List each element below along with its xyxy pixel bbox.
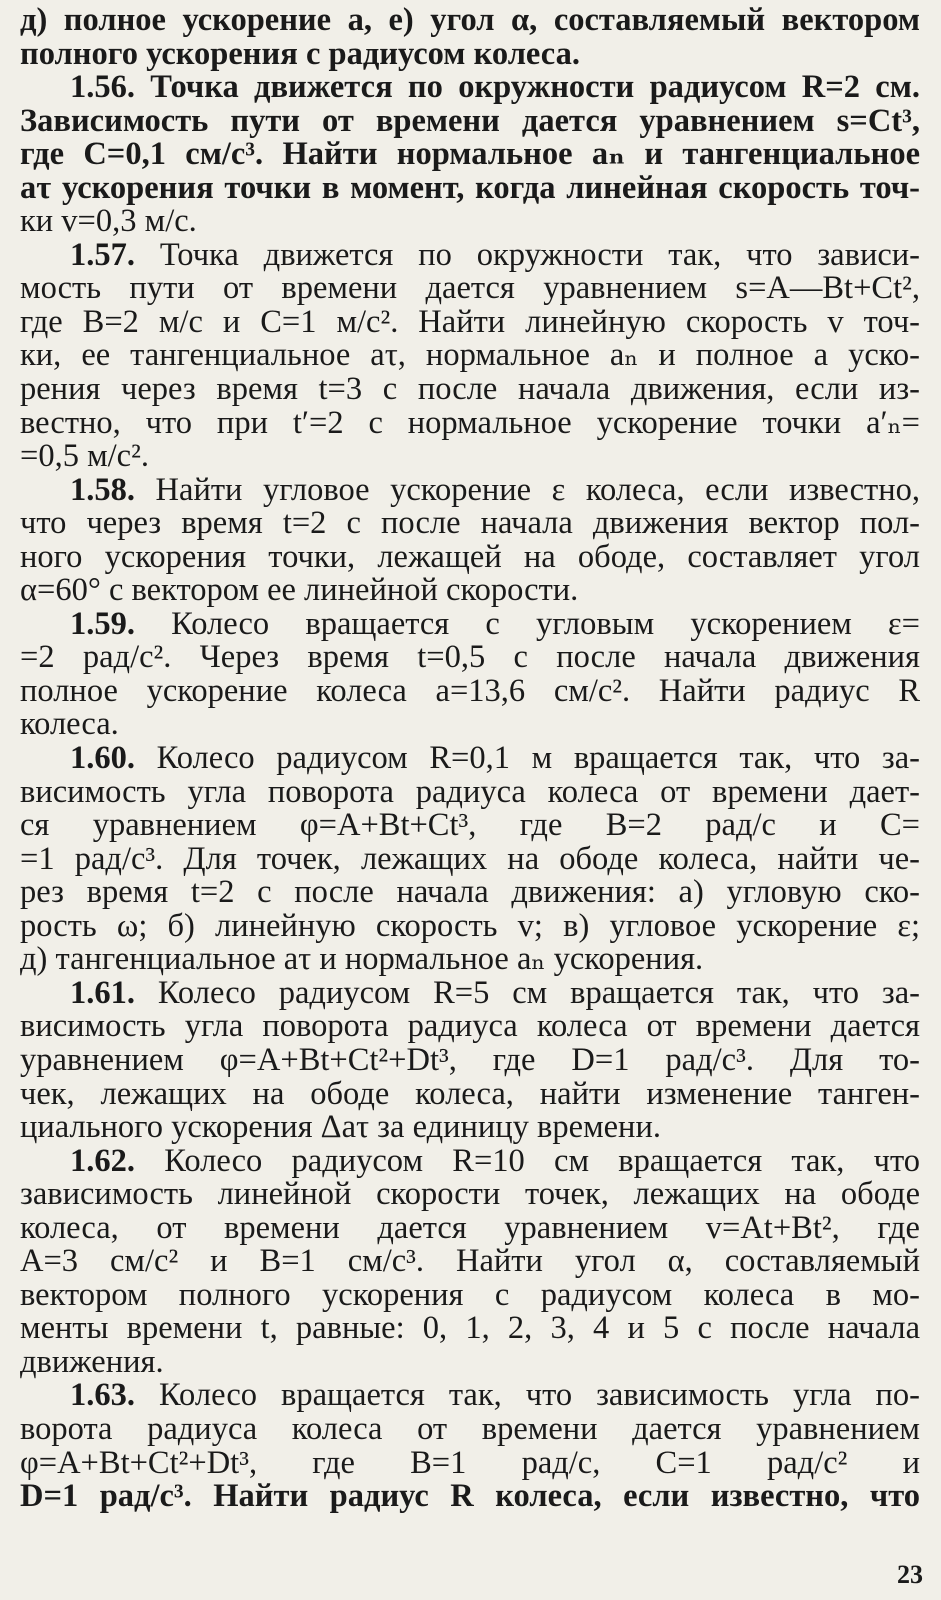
line-text: мость пути от времени дается уравнением s=A—Bt+Ct², bbox=[20, 272, 920, 306]
line-text: рения через время t=3 с после начала движения, если из- bbox=[20, 373, 920, 407]
text-line bbox=[20, 1447, 920, 1481]
text-line bbox=[20, 373, 920, 407]
text-line bbox=[20, 574, 920, 608]
text-line bbox=[20, 608, 920, 642]
line-text: циального ускорения Δaτ за единицу времени. bbox=[20, 1111, 661, 1145]
text-line bbox=[20, 876, 920, 910]
text-line bbox=[20, 1312, 920, 1346]
line-text: ного ускорения точки, лежащей на ободе, составляет угол bbox=[20, 540, 920, 575]
line-text: aτ ускорения точки в момент, когда линейная скорость точ- bbox=[20, 171, 920, 206]
text-line bbox=[20, 205, 920, 239]
text-line bbox=[20, 1145, 920, 1179]
line-text: полного ускорения с радиусом колеса. bbox=[20, 37, 580, 72]
text-line bbox=[20, 407, 920, 441]
text-line bbox=[20, 1078, 920, 1112]
book-page bbox=[20, 4, 920, 1564]
text-line bbox=[20, 977, 920, 1011]
text-line bbox=[20, 105, 920, 139]
line-text: ки v=0,3 м/с. bbox=[20, 205, 197, 239]
problem-number: 1.57. bbox=[70, 238, 135, 273]
text-line bbox=[20, 507, 920, 541]
line-text: д) тангенциальное aτ и нормальное aₙ ускорения. bbox=[20, 943, 704, 977]
line-text: A=3 см/с² и B=1 см/с³. Найти угол α, составляемый bbox=[20, 1245, 920, 1279]
line-text: где B=2 м/с и C=1 м/с². Найти линейную скорость v точ- bbox=[20, 305, 920, 340]
problem-number: 1.56. bbox=[70, 71, 135, 105]
line-text: ворота радиуса колеса от времени дается уравнением bbox=[20, 1412, 920, 1447]
line-text: висимость угла поворота радиуса колеса от времени дает- bbox=[20, 775, 920, 810]
text-line bbox=[20, 272, 920, 306]
line-text: ки, ее тангенциальное aτ, нормальное aₙ и полное a уско- bbox=[20, 339, 920, 374]
text-line bbox=[20, 541, 920, 575]
text-line bbox=[20, 474, 920, 508]
text-line bbox=[20, 1178, 920, 1212]
text-line bbox=[20, 1212, 920, 1246]
text-line bbox=[20, 1245, 920, 1279]
line-text: =2 рад/с². Через время t=0,5 с после начала движения bbox=[20, 641, 920, 675]
line-text: Найти угловое ускорение ε колеса, если известно, bbox=[135, 473, 920, 508]
problem-number: 1.63. bbox=[70, 1379, 135, 1413]
line-text: Зависимость пути от времени дается уравнением s=Ct³, bbox=[20, 104, 920, 139]
text-line bbox=[20, 843, 920, 877]
text-line bbox=[20, 339, 920, 373]
line-text: полное ускорение колеса a=13,6 см/с². Найти радиус R bbox=[20, 674, 920, 709]
text-line bbox=[20, 641, 920, 675]
line-text: вектором полного ускорения с радиусом колеса в мо- bbox=[20, 1278, 920, 1313]
line-text: Точка движется по окружности радиусом R=2 см. bbox=[135, 71, 920, 105]
line-text: уравнением φ=A+Bt+Ct²+Dt³, где D=1 рад/с³. Для то- bbox=[20, 1043, 920, 1078]
text-line bbox=[20, 1111, 920, 1145]
problem-number: 1.58. bbox=[70, 473, 135, 508]
text-line bbox=[20, 138, 920, 172]
line-text: Колесо радиусом R=10 см вращается так, что bbox=[135, 1144, 920, 1179]
text-line bbox=[20, 675, 920, 709]
page-number: 23 bbox=[897, 1560, 923, 1589]
text-line bbox=[20, 4, 920, 38]
line-text: ся уравнением φ=A+Bt+Ct³, где B=2 рад/с и C= bbox=[20, 809, 920, 843]
text-line bbox=[20, 71, 920, 105]
line-text: Колесо вращается с угловым ускорением ε= bbox=[135, 607, 920, 642]
text-line bbox=[20, 1346, 920, 1380]
line-text: зависимость линейной скорости точек, лежащих на ободе bbox=[20, 1178, 920, 1212]
line-text: Колесо радиусом R=0,1 м вращается так, что за- bbox=[135, 742, 920, 776]
text-line bbox=[20, 910, 920, 944]
text-line bbox=[20, 1413, 920, 1447]
line-text: где C=0,1 см/с³. Найти нормальное aₙ и тангенциальное bbox=[20, 138, 920, 172]
line-text: =1 рад/с³. Для точек, лежащих на ободе колеса, найти че- bbox=[20, 842, 920, 877]
problem-number: 1.59. bbox=[70, 607, 135, 642]
line-text: Колесо вращается так, что зависимость угла по- bbox=[135, 1379, 920, 1413]
problem-number: 1.61. bbox=[70, 976, 135, 1011]
text-line bbox=[20, 239, 920, 273]
line-text: рость ω; б) линейную скорость v; в) угловое ускорение ε; bbox=[20, 909, 920, 944]
line-text: α=60° с вектором ее линейной скорости. bbox=[20, 574, 579, 608]
text-line bbox=[20, 708, 920, 742]
line-text: колеса. bbox=[20, 708, 119, 743]
line-text: Точка движется по окружности так, что зависи- bbox=[135, 238, 920, 273]
line-text: рез время t=2 с после начала движения: а) угловую ско- bbox=[20, 876, 920, 910]
text-line bbox=[20, 1379, 920, 1413]
line-text: движения. bbox=[20, 1345, 164, 1380]
line-text: висимость угла поворота радиуса колеса от времени дается bbox=[20, 1010, 920, 1044]
line-text: φ=A+Bt+Ct²+Dt³, где B=1 рад/с, C=1 рад/с² и bbox=[20, 1446, 920, 1481]
text-line bbox=[20, 440, 920, 474]
text-line bbox=[20, 1010, 920, 1044]
text-line bbox=[20, 306, 920, 340]
text-line bbox=[20, 38, 920, 72]
line-text: чек, лежащих на ободе колеса, найти изменение танген- bbox=[20, 1077, 920, 1112]
problem-number: 1.60. bbox=[70, 742, 135, 776]
problem-number: 1.62. bbox=[70, 1144, 135, 1179]
line-text: что через время t=2 с после начала движения вектор пол- bbox=[20, 507, 920, 541]
text-line bbox=[20, 742, 920, 776]
text-line bbox=[20, 943, 920, 977]
text-line bbox=[20, 1279, 920, 1313]
line-text: колеса, от времени дается уравнением v=At+Bt², где bbox=[20, 1211, 920, 1246]
text-line bbox=[20, 1044, 920, 1078]
line-text: =0,5 м/с². bbox=[20, 440, 149, 474]
line-text: вестно, что при t′=2 с нормальное ускорение точки a′ₙ= bbox=[20, 406, 920, 441]
line-text: д) полное ускорение a, е) угол α, составляемый вектором bbox=[20, 4, 920, 38]
line-text: D=1 рад/с³. Найти радиус R колеса, если известно, что bbox=[20, 1480, 920, 1514]
line-text: менты времени t, равные: 0, 1, 2, 3, 4 и 5 с после начала bbox=[20, 1312, 920, 1346]
text-line bbox=[20, 776, 920, 810]
line-text: Колесо радиусом R=5 см вращается так, что за- bbox=[135, 976, 920, 1011]
text-line bbox=[20, 809, 920, 843]
text-line bbox=[20, 1480, 920, 1514]
text-line bbox=[20, 172, 920, 206]
